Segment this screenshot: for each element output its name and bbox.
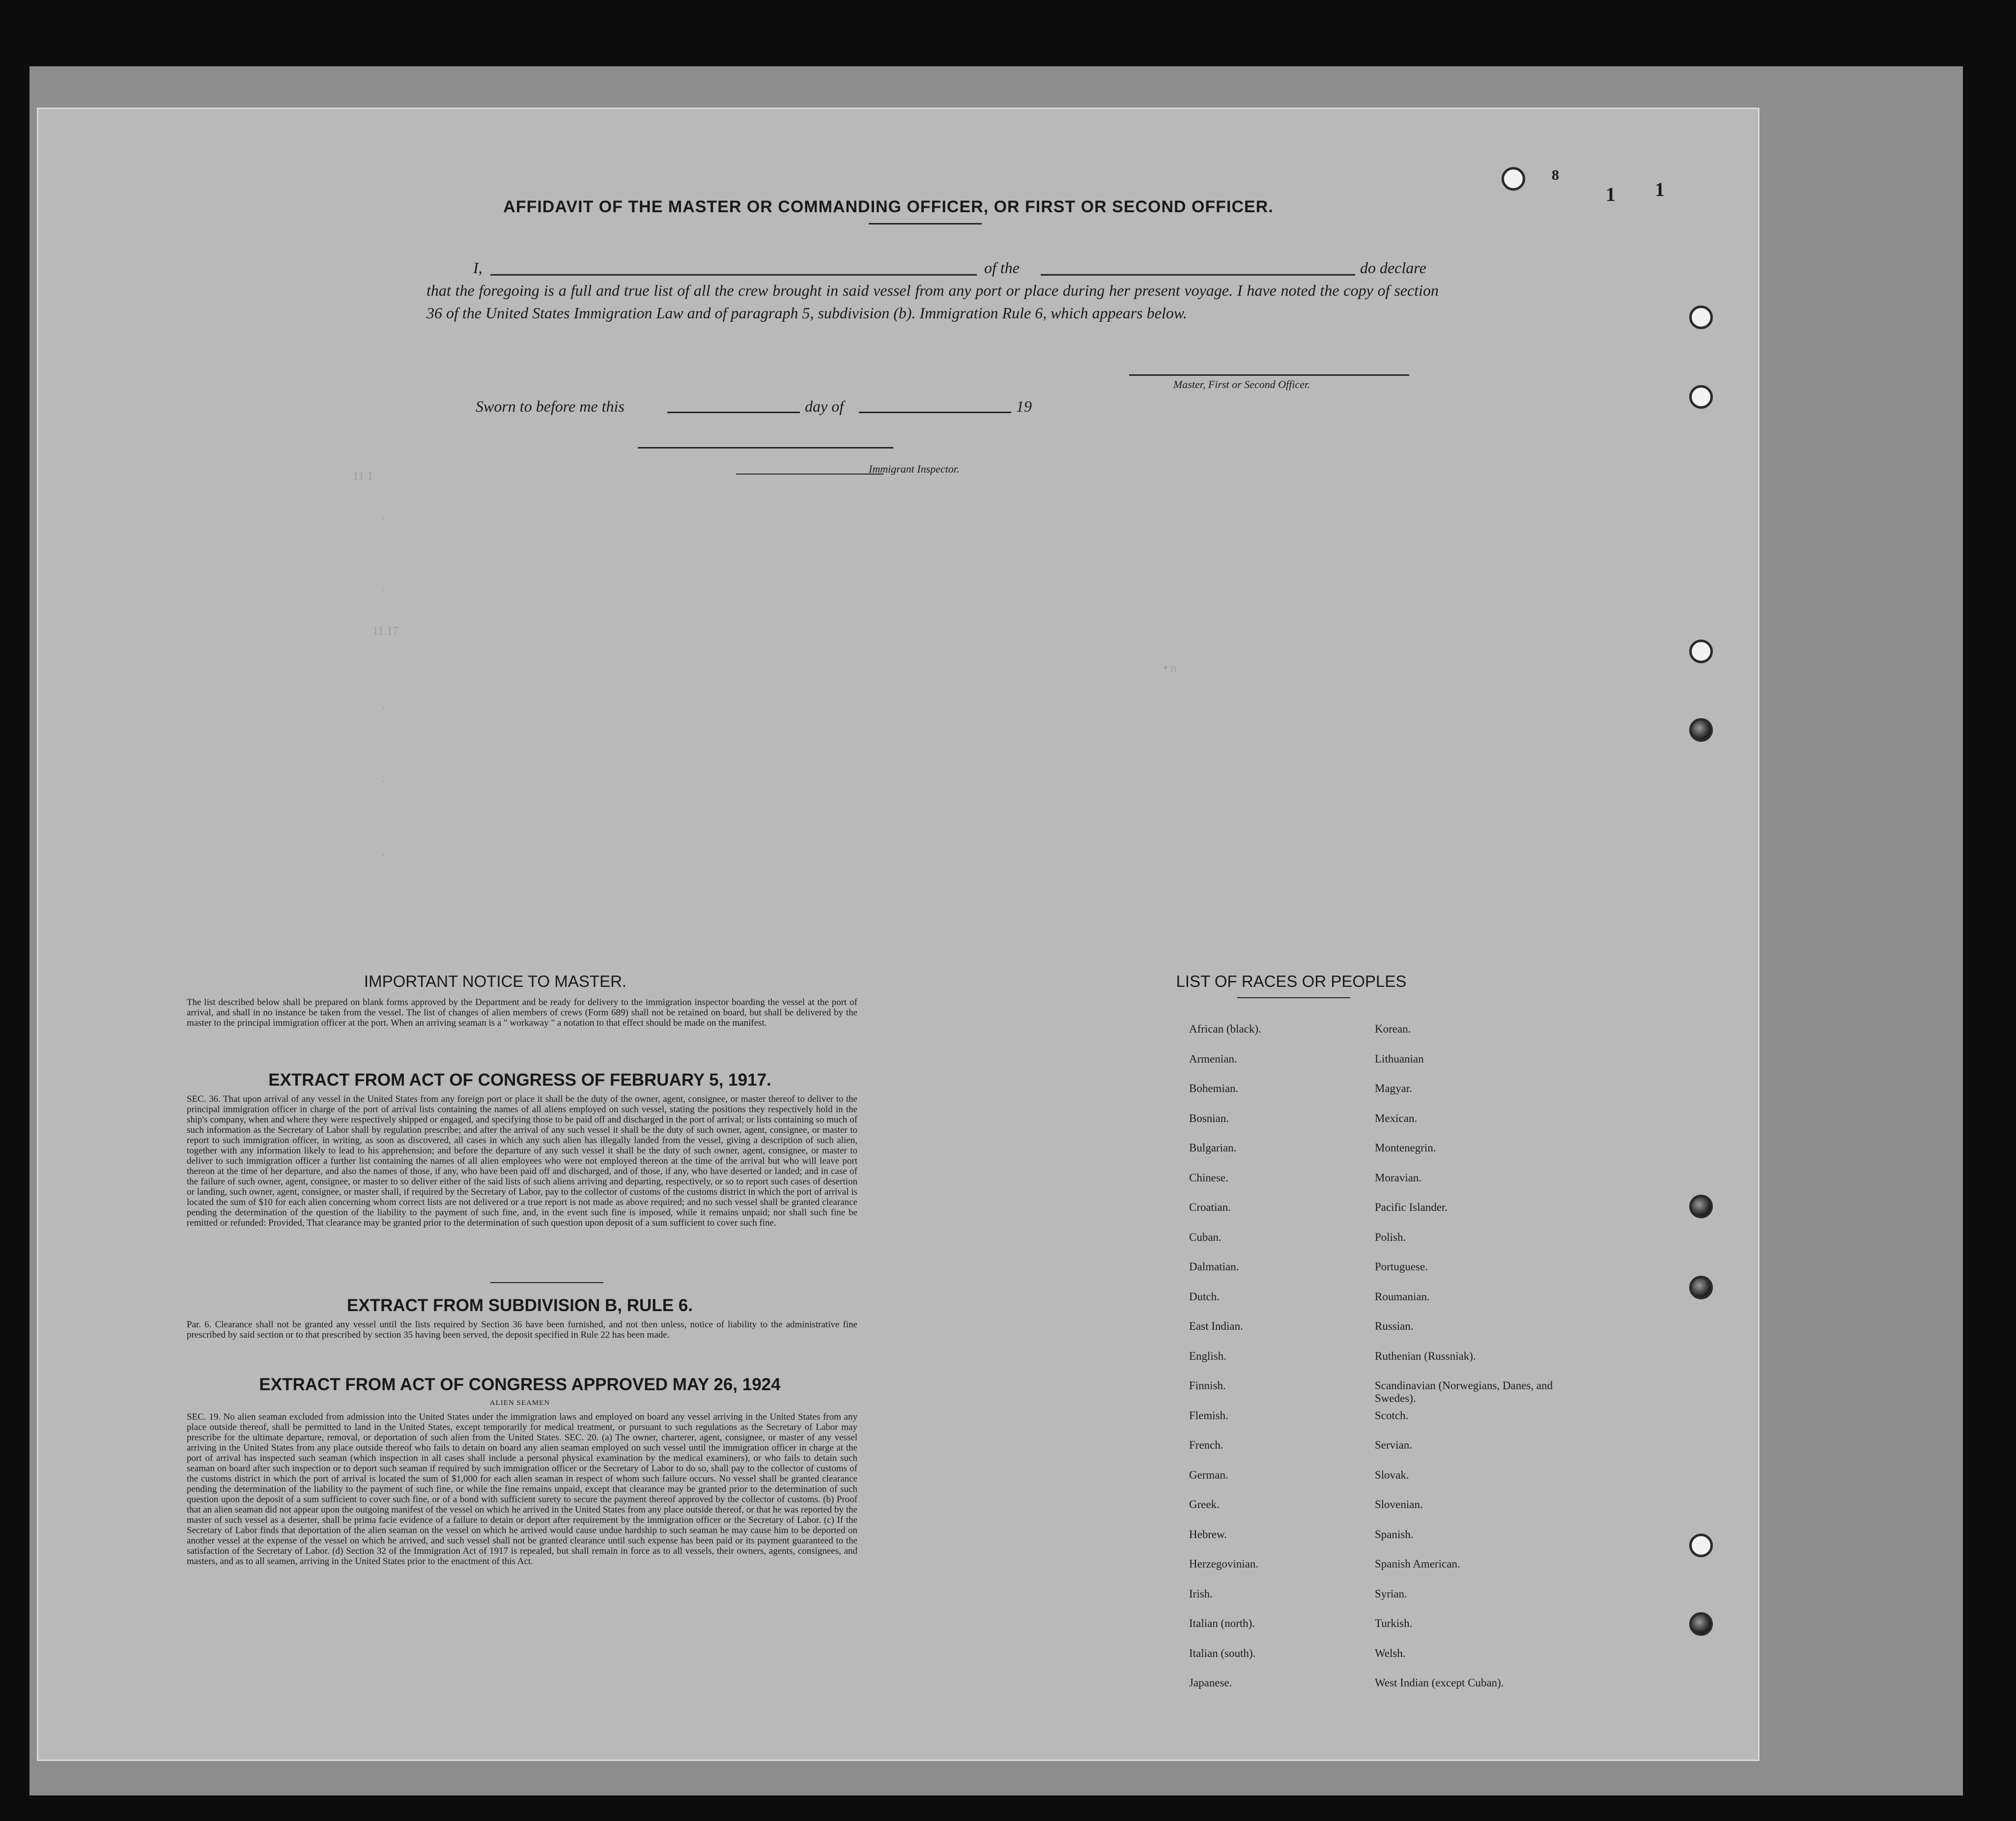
affidavit-of-the: of the (984, 259, 1020, 277)
vessel-field (1041, 274, 1355, 276)
race-item: Russian. (1375, 1320, 1414, 1332)
page-mark: 8 (1552, 167, 1559, 183)
bleed-through-mark: 11 17 (372, 625, 399, 638)
race-item: French. (1189, 1439, 1223, 1451)
binder-hole-icon (1689, 306, 1713, 329)
bleed-through-mark: . (382, 846, 385, 859)
race-item: Syrian. (1375, 1587, 1407, 1600)
race-item: Montenegrin. (1375, 1142, 1436, 1154)
race-item: Welsh. (1375, 1647, 1406, 1659)
extract-1924-text: SEC. 19. No alien seaman excluded from admission into the United States under the immigration laws and employed on board any vessel arriving in the United States from any place outside thereof, shall be permitted to land in the United States, except temporarily for medical treatment, or pursuant to such regulations as the Secretary of Labor may prescribe for the ultimate departure, removal, or deportation of such alien from the United States. SEC. 20. (a) The owner, charterer, agent, consignee, or master of any vessel arriving in the United States from any place outside thereof who fails to detain on board any alien seaman employed on such vessel until the immigration officer in charge at the port of arrival has inspected such seaman (which inspection in all cases shall include a personal physical examination by the medical examiners), or who fails to detain such seaman on board after such inspection or to deport such seaman if required by such immigration officer or the Secretary of Labor to do so, shall pay to the collector of customs of the customs district in which the port of arrival is located the sum of $1,000 for each alien seaman in respect of whom such failure occurs. No vessel shall be granted clearance pending the determination of the liability to the payment of such fine, or while the fine remains unpaid, except that clearance may be granted prior to the determination of such question upon the deposit of a sum sufficient to cover such fine, or of a bond with sufficient surety to secure the payment thereof approved by the collector of customs. (b) Proof that an alien seaman did not appear upon the outgoing manifest of the vessel on which he arrived in the United States from any place outside thereof, or that he was reported by the master of such vessel as a deserter, shall be prima facie evidence of a failure to detain or deport after requirement by the immigration officer or the Secretary of Labor. (c) If the Secretary of Labor finds that deportation of the alien seaman on the vessel on which he arrived would cause undue hardship to such seaman he may cause him to be deported on another vessel at the expense of the vessel on which he arrived, and such vessel shall not be granted clearance until such expense has been paid or its payment guaranteed to the satisfaction of the Secretary of Labor. (d) Section 32 of the Immigration Act of 1917 is repealed, but shall remain in force as to all vessels, their owners, agents, consignees, and masters, and as to all seamen, arriving in the United States prior to the enactment of this Act. (187, 1412, 857, 1567)
bleed-through-mark: . (382, 772, 385, 785)
day-field (667, 412, 800, 413)
race-item: Chinese. (1189, 1171, 1228, 1184)
master-signature-line (1129, 374, 1409, 376)
race-item: German. (1189, 1468, 1228, 1481)
races-title: LIST OF RACES OR PEOPLES (1176, 972, 1407, 990)
races-column-1 (1189, 1023, 1351, 1701)
race-item: Herzegovinian. (1189, 1558, 1259, 1570)
race-item: Italian (north). (1189, 1617, 1255, 1629)
race-item: Spanish American. (1375, 1558, 1460, 1570)
binder-hole-icon (1689, 640, 1713, 663)
binder-hole-icon (1689, 385, 1713, 409)
inspector-signature-line-upper (638, 447, 893, 448)
divider (490, 1282, 603, 1283)
race-item: East Indian. (1189, 1320, 1243, 1332)
extract-1917-text: SEC. 36. That upon arrival of any vessel in the United States from any foreign port or place it shall be the duty of the owner, agent, consignee, or master thereof to deliver to the principal immigration officer in charge of the port of arrival lists containing the names of all aliens employed on such vessel, stating the positions they respectively hold in the ship's company, when and where they were respectively shipped or engaged, and specifying those to be paid off and discharged in the port of arrival; or lists containing so much of such information as the Secretary of Labor shall by regulation prescribe; and after the arrival of any such vessel it shall be the duty of such owner, agent, consignee, or master to report to such immigration officer, in writing, as soon as discovered, all cases in which any such alien has illegally landed from the vessel, giving a description of such alien, together with any information likely to lead to his apprehension; and before the departure of any such vessel it shall be the duty of such owner, agent, consignee, or master to deliver to such immigration officer a further list containing the names of all alien employees who were not employed thereon at the time of the arrival but who will leave port thereon at the time of her departure, and also the names of those, if any, who have been paid off and discharged, and of those, if any, who have deserted or landed; and in case of the failure of such owner, agent, consignee, or master to so deliver either of the said lists of such aliens arriving and departing, respectively, or so to report such cases of desertion or landing, such owner, agent, consignee, or master shall, if required by the Secretary of Labor, pay to the collector of customs of the customs district in which the port of arrival is located the sum of $10 for each alien concerning whom correct lists are not delivered or a true report is not made as above required; and no such vessel shall be granted clearance pending the determination of the question of the liability to the payment of such fine, and, in the event such fine is imposed, while it remains unpaid; nor shall such fine be remitted or refunded: Provided, That clearance may be granted prior to the determination of such question upon deposit of a sum sufficient to cover such fine. (187, 1094, 857, 1228)
race-item: Portuguese. (1375, 1261, 1428, 1273)
year-prefix: 19 (1016, 397, 1032, 415)
inspector-signature-line (736, 474, 883, 475)
race-item: African (black). (1189, 1023, 1261, 1035)
name-field (490, 274, 977, 276)
race-item: West Indian (except Cuban). (1375, 1677, 1504, 1689)
notice-text: The list described below shall be prepared on blank forms approved by the Department and be ready for delivery to the immigration inspector boarding the vessel at the port of arrival, and shall in no instance be taken from the vessel. The list of changes of alien members of crews (Form 689) shall not be retained on board, but shall be delivered by the master to the principal immigration officer at the port. When an arriving seaman is a " workaway " a notation to that effect should be made on the manifest. (187, 997, 857, 1028)
race-item: Cuban. (1189, 1231, 1221, 1243)
race-item: Flemish. (1189, 1409, 1228, 1422)
binder-hole-icon (1689, 1195, 1713, 1218)
race-item: Spanish. (1375, 1528, 1414, 1541)
rule-6-text: Par. 6. Clearance shall not be granted any vessel until the lists required by Section 36 have been furnished, and not then unless, notice of liability to the administrative fine prescribed by said section or to that prescribed by section 35 having been served, the deposit specified in Rule 22 has been made. (187, 1319, 857, 1340)
binder-hole-icon (1502, 167, 1525, 191)
race-item: Dalmatian. (1189, 1261, 1239, 1273)
race-item: Scotch. (1375, 1409, 1409, 1422)
divider (1237, 997, 1350, 998)
race-item: English. (1189, 1349, 1227, 1362)
binder-hole-icon (1689, 1534, 1713, 1557)
race-item: Hebrew. (1189, 1528, 1227, 1541)
race-item: Slovak. (1375, 1468, 1409, 1481)
race-item: Moravian. (1375, 1171, 1422, 1184)
race-item: Ruthenian (Russniak). (1375, 1349, 1476, 1362)
sworn-text: Sworn to before me this (476, 397, 625, 415)
race-item: Dutch. (1189, 1290, 1220, 1303)
master-label: Master, First or Second Officer. (1173, 378, 1310, 391)
race-item: Irish. (1189, 1587, 1213, 1600)
race-item: Roumanian. (1375, 1290, 1430, 1303)
race-item: Croatian. (1189, 1201, 1231, 1213)
handwritten-mark: 1 (1606, 183, 1616, 205)
affidavit-declare: do declare (1360, 259, 1426, 277)
extract-1924-subtitle: ALIEN SEAMEN (489, 1399, 550, 1407)
race-item: Mexican. (1375, 1112, 1418, 1124)
race-item: Turkish. (1375, 1617, 1413, 1629)
race-item: Bosnian. (1189, 1112, 1229, 1124)
race-item: Japanese. (1189, 1677, 1232, 1689)
binder-hole-icon (1689, 1276, 1713, 1299)
race-item: Lithuanian (1375, 1052, 1424, 1065)
rule-6-title: EXTRACT FROM SUBDIVISION B, RULE 6. (347, 1296, 693, 1315)
race-item: Greek. (1189, 1498, 1220, 1511)
extract-1924-title: EXTRACT FROM ACT OF CONGRESS APPROVED MAY 26, 1924 (259, 1375, 781, 1394)
race-item: Finnish. (1189, 1379, 1226, 1392)
affidavit-line1 (426, 256, 1439, 279)
bleed-through-mark: • n (1164, 662, 1177, 674)
binder-hole-icon (1689, 1612, 1713, 1636)
day-of-text: day of (805, 397, 844, 415)
extract-1917-title: EXTRACT FROM ACT OF CONGRESS OF FEBRUARY 5, 1917. (268, 1070, 771, 1090)
race-item: Italian (south). (1189, 1647, 1256, 1659)
inspector-label: Immigrant Inspector. (869, 463, 960, 475)
race-item: Polish. (1375, 1231, 1406, 1243)
race-item: Armenian. (1189, 1052, 1237, 1065)
document-page (38, 109, 1758, 1760)
month-field (859, 412, 1011, 413)
affidavit-body: that the foregoing is a full and true list of all the crew brought in said vessel from any port or place during her present voyage. I have noted the copy of section 36 of the United States Immigration Law and of paragraph 5, subdivision (b). Immigration Rule 6, which appears below. (426, 281, 1439, 322)
notice-title: IMPORTANT NOTICE TO MASTER. (364, 972, 627, 990)
races-column-2 (1375, 1023, 1581, 1701)
bleed-through-mark: . (382, 581, 385, 593)
sworn-line (476, 395, 1114, 418)
race-item: Bulgarian. (1189, 1142, 1237, 1154)
divider (869, 223, 982, 224)
race-item: Bohemian. (1189, 1082, 1239, 1094)
bleed-through-mark: . (382, 509, 385, 522)
race-item: Servian. (1375, 1439, 1413, 1451)
affidavit-title: AFFIDAVIT OF THE MASTER OR COMMANDING OFFICER, OR FIRST OR SECOND OFFICER. (503, 197, 1274, 216)
handwritten-mark: 1 (1655, 178, 1665, 200)
binder-hole-icon (1689, 718, 1713, 742)
race-item: Magyar. (1375, 1082, 1413, 1094)
bleed-through-mark: . (382, 699, 385, 711)
race-item: Scandinavian (Norwegians, Danes, and Swedes). (1375, 1379, 1553, 1404)
bleed-through-mark: 11 1 (353, 470, 373, 483)
race-item: Korean. (1375, 1023, 1411, 1035)
race-item: Pacific Islander. (1375, 1201, 1448, 1213)
affidavit-i: I, (473, 259, 483, 277)
race-item: Slovenian. (1375, 1498, 1423, 1511)
